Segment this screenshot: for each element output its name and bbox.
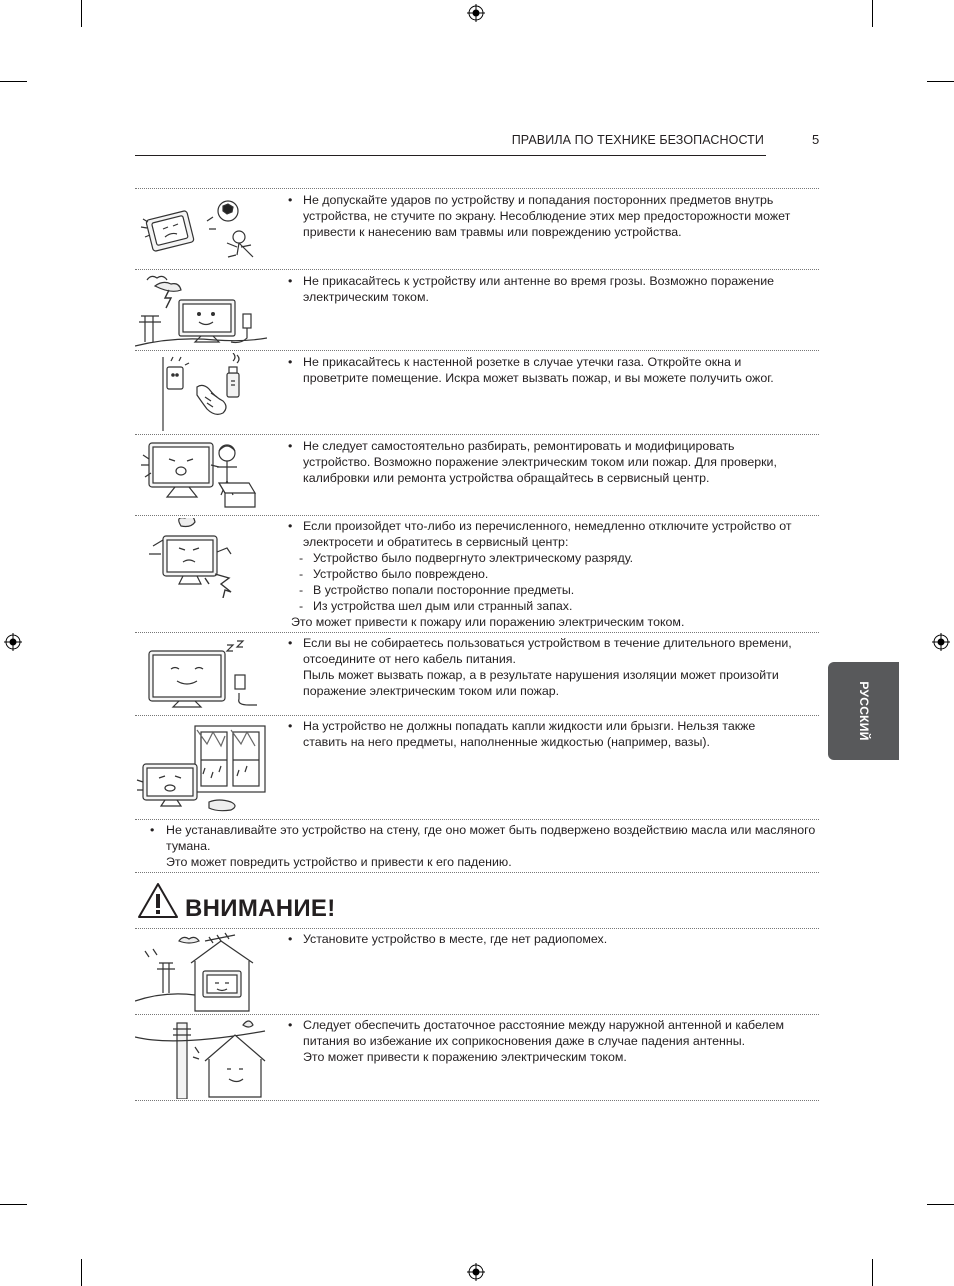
registration-mark-icon	[932, 633, 950, 651]
warning-row	[135, 633, 819, 715]
antenna-power-line-illustration	[135, 1017, 267, 1099]
page-number: 5	[812, 132, 820, 147]
warning-item-line: Это может повредить устройство и привести к его падению.	[166, 855, 512, 869]
warning-text	[287, 354, 797, 386]
registration-mark-icon	[4, 633, 22, 651]
warning-item-line: • Если вы не собираетесь пользоваться устройством в течение длительного времени, отсоедините от него кабель питания.	[303, 636, 792, 666]
gas-leak-outlet-illustration	[135, 353, 267, 431]
condition-item: - В устройство попали посторонние предметы.	[287, 582, 797, 598]
crop-mark	[872, 0, 873, 27]
warning-note: Это может привести к пожару или поражению электрическим током.	[291, 615, 685, 629]
warning-row	[135, 820, 819, 872]
warning-item: • Если произойдет что-либо из перечисленного, немедленно отключите устройство от электросети и обратитесь в сервисный центр:	[287, 518, 797, 550]
section-title: ПРАВИЛА ПО ТЕХНИКЕ БЕЗОПАСНОСТИ	[511, 133, 764, 147]
warning-item	[135, 822, 819, 870]
warning-item-line: • Не устанавливайте это устройство на стену, где оно может быть подвержено воздействию масла или масляного тумана.	[166, 823, 816, 853]
condition-item: - Устройство было повреждено.	[287, 566, 797, 582]
warning-item-line: Это может привести к поражению электрическим током.	[303, 1050, 627, 1064]
registration-mark-icon	[467, 4, 485, 22]
warning-text	[287, 518, 797, 630]
warning-row	[135, 351, 819, 434]
ball-hits-tv-illustration	[135, 193, 267, 265]
caution-row	[135, 929, 819, 1014]
rain-window-tv-illustration	[135, 720, 267, 816]
warning-item: • Не прикасайтесь к настенной розетке в случае утечки газа. Откройте окна и проветрите помещение. Искра может вызвать пожар, и вы можете получить ожог.	[287, 354, 797, 386]
crop-mark	[927, 1204, 954, 1205]
language-tab	[828, 662, 899, 760]
warning-text	[287, 718, 797, 750]
warning-item: • Установите устройство в месте, где нет радиопомех.	[287, 931, 797, 947]
warning-item	[287, 635, 797, 699]
warning-text	[135, 822, 819, 870]
radio-interference-house-illustration	[135, 931, 267, 1013]
crop-mark	[927, 81, 954, 82]
warning-item	[287, 1017, 797, 1065]
row-divider	[135, 872, 819, 873]
warning-text	[287, 273, 797, 305]
crop-mark	[872, 1259, 873, 1286]
warning-text	[287, 931, 797, 947]
crop-mark	[0, 81, 27, 82]
warning-item: • Не прикасайтесь к устройству или антенне во время грозы. Возможно поражение электрическим током.	[287, 273, 797, 305]
registration-mark-icon	[467, 1263, 485, 1281]
warning-row	[135, 189, 819, 269]
smoke-damage-illustration	[135, 518, 267, 598]
crop-mark	[81, 1259, 82, 1286]
warning-item: • Не допускайте ударов по устройству и попадания посторонних предметов внутрь устройства, не стучите по экрану. Несоблюдение этих мер предосторожности может привести к нанесению вам травмы или повреждению устройства.	[287, 192, 797, 240]
warning-row	[135, 716, 819, 819]
lightning-antenna-illustration	[135, 272, 267, 348]
warning-text	[287, 635, 797, 699]
crop-mark	[0, 1204, 27, 1205]
disassembly-illustration	[135, 437, 267, 513]
warning-item-line: • Следует обеспечить достаточное расстояние между наружной антенной и кабелем питания во избежание их соприкосновения даже в случае падения антенны.	[303, 1018, 785, 1048]
warning-text	[287, 192, 797, 240]
sleeping-tv-unplugged-illustration	[135, 637, 267, 713]
warning-item-line: Пыль может вызвать пожар, а в результате нарушения изоляции может произойти поражение электрическим током или пожар.	[303, 668, 779, 698]
condition-item: - Устройство было подвергнуто электрическому разряду.	[287, 550, 797, 566]
warning-row	[135, 435, 819, 515]
warning-text	[287, 1017, 797, 1065]
warning-item: • На устройство не должны попадать капли жидкости или брызги. Нельзя также ставить на него предметы, наполненные жидкостью (например, вазы).	[287, 718, 797, 750]
warning-text	[287, 438, 797, 486]
caution-heading: ВНИМАНИЕ!	[185, 895, 336, 922]
row-divider	[135, 1100, 819, 1101]
warning-item: • Не следует самостоятельно разбирать, ремонтировать и модифицировать устройство. Возможно поражение электрическим током или пожар. Для проверки, калибровки или ремонта устройства обращайтесь в сервисный центр.	[287, 438, 797, 486]
language-tab-label: РУССКИЙ	[856, 681, 871, 741]
warning-row	[135, 270, 819, 350]
crop-mark	[81, 0, 82, 27]
caution-row	[135, 1015, 819, 1100]
condition-item: - Из устройства шел дым или странный запах.	[287, 598, 797, 614]
warning-triangle-icon	[137, 882, 179, 920]
header-divider	[135, 155, 766, 156]
warning-row	[135, 516, 819, 632]
